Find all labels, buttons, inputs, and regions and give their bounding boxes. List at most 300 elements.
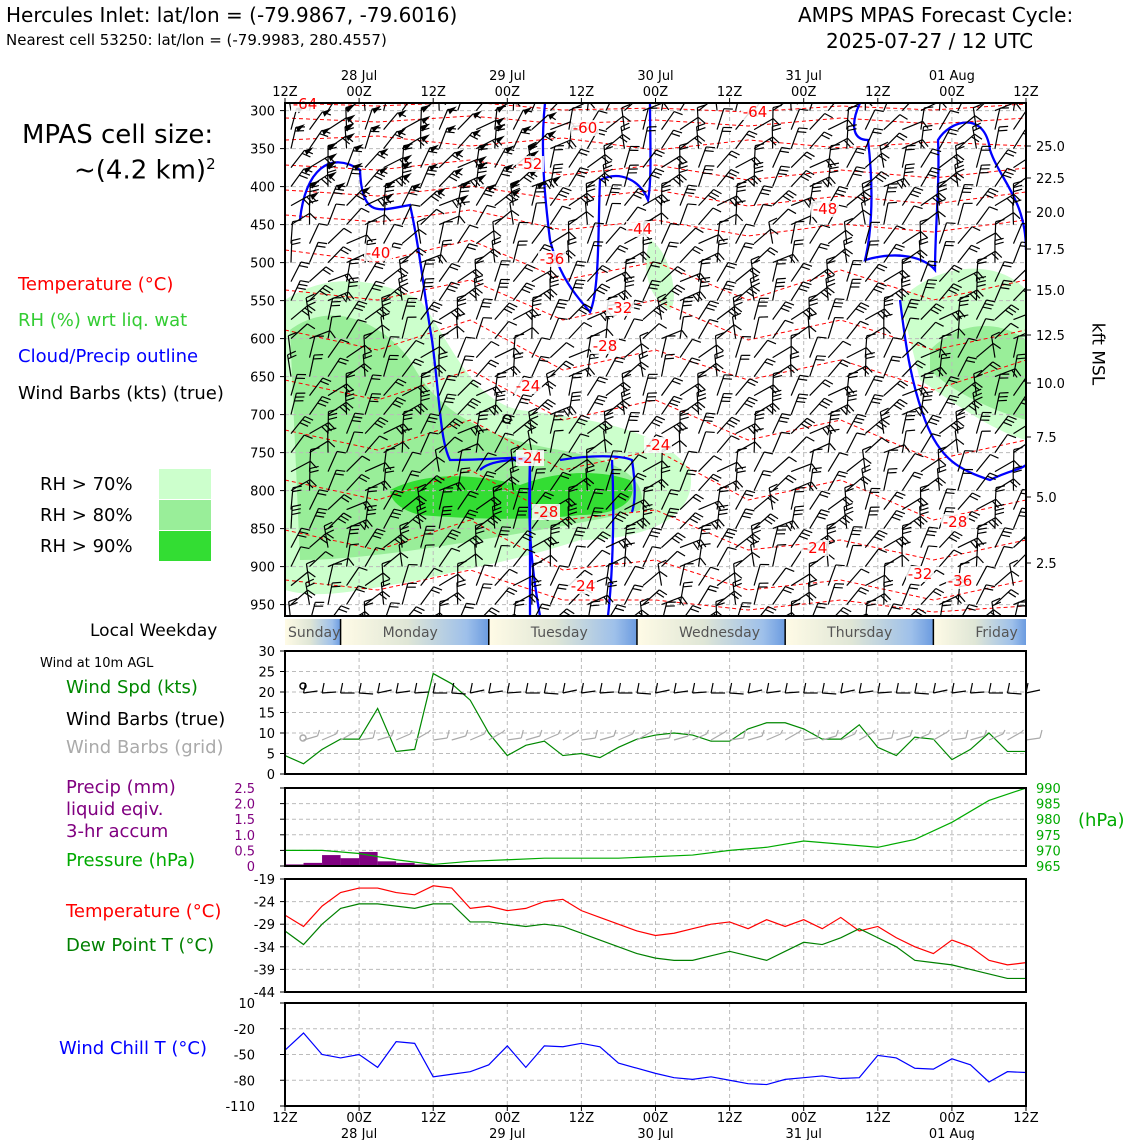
- wind-barb-flag: [726, 532, 735, 534]
- kft-tick-label: 25.0: [1036, 140, 1065, 155]
- wind-barb-flag: [957, 416, 965, 419]
- wind-barb: [328, 204, 345, 225]
- wind-barb-flag: [409, 193, 418, 195]
- temp-contour-label: -28: [592, 337, 618, 355]
- wind-barb-flag: [623, 401, 630, 406]
- wind-barb-flag: [649, 535, 658, 537]
- wind-barb-staff: [458, 203, 461, 225]
- wind-barb-flag: [621, 389, 629, 393]
- wind-barb-flag: [781, 166, 790, 167]
- wind-barb: [847, 321, 869, 338]
- wind-barb-flag: [837, 190, 846, 192]
- pressure-tick-label: 650: [250, 370, 275, 386]
- wind-barb-pennant: [314, 86, 323, 94]
- wind-barb-flag: [877, 534, 885, 538]
- top-date-label: 31 Jul: [785, 69, 822, 84]
- wind-barb-flag: [845, 511, 853, 514]
- wind-barb-staff: [439, 198, 460, 206]
- wind-barb: [699, 190, 722, 206]
- wind-barb-staff: [439, 241, 443, 263]
- wind-ytick-label: 20: [258, 686, 275, 701]
- pressure-tick-label: 750: [250, 446, 275, 462]
- wind-barb-flag: [622, 127, 630, 131]
- wind-barb-staff: [754, 186, 764, 206]
- wind-barb-staff: [606, 317, 608, 339]
- wind-barb-staff: [458, 225, 470, 243]
- wind-barb-flag: [767, 93, 775, 96]
- wind-barb-flag: [523, 395, 532, 397]
- wind-barb-staff: [865, 395, 874, 415]
- wind-barb-flag: [923, 400, 932, 401]
- surface-barb-grid-flag: [503, 730, 505, 732]
- wind-barb-staff: [421, 166, 430, 186]
- wind-barb-flag: [733, 579, 741, 582]
- wind-barb-flag: [932, 434, 941, 436]
- wind-barb: [865, 283, 886, 301]
- wind-barb-flag: [771, 495, 778, 500]
- wind-barb-flag: [299, 266, 308, 268]
- wind-barb-flag: [577, 546, 586, 547]
- wind-barb-flag: [822, 401, 830, 405]
- wind-barb-flag: [593, 512, 602, 513]
- wind-barb: [662, 224, 680, 244]
- wind-barb-flag: [1035, 316, 1044, 317]
- wind-barb: [717, 394, 732, 415]
- wind-barb-flag: [622, 397, 630, 401]
- cell-size-exponent: 2: [206, 155, 216, 173]
- wind-barb: [717, 529, 737, 548]
- wind-barb-staff: [736, 552, 753, 566]
- wind-barb-staff: [587, 223, 595, 244]
- wind-barb-flag: [584, 323, 592, 327]
- wind-barb-flag: [788, 475, 796, 480]
- surface-barb-true-flag: [563, 683, 565, 693]
- wind-barb-flag: [572, 396, 581, 397]
- temp-contour-label: -48: [812, 200, 838, 218]
- wind-barb-flag: [566, 361, 574, 366]
- wind-barb-staff: [458, 90, 465, 111]
- wind-barb-flag: [767, 359, 775, 362]
- wind-barb-flag: [1038, 474, 1047, 475]
- wind-barb-flag: [622, 393, 630, 397]
- wind-barb-staff: [902, 232, 920, 244]
- wind-barb: [847, 279, 862, 300]
- wind-barb-flag: [946, 493, 955, 494]
- wind-barb-flag: [921, 232, 928, 238]
- surface-barb-grid: [693, 730, 709, 740]
- wind-barb-flag: [690, 518, 698, 522]
- wind-barb-flag: [585, 570, 593, 575]
- wind-barb-staff: [680, 317, 683, 339]
- wind-barb-staff: [773, 545, 778, 567]
- wind-barb-flag: [825, 380, 833, 384]
- wind-barb-flag: [912, 475, 921, 478]
- wind-barb-staff: [976, 233, 995, 244]
- wind-panel-title: Wind at 10m AGL: [40, 656, 154, 671]
- wind-barb-flag: [882, 416, 890, 420]
- wind-barb-staff: [550, 188, 563, 206]
- temp-contour-label: -52: [517, 155, 543, 173]
- wind-barb-flag: [685, 193, 694, 194]
- wind-barb-flag: [764, 186, 773, 188]
- wind-barb-flag: [675, 269, 683, 274]
- wind-barb-flag: [1017, 358, 1026, 359]
- wind-barb-staff: [810, 337, 818, 358]
- wind-barb: [550, 206, 571, 224]
- wind-barb-flag: [858, 306, 866, 310]
- wind-barb-flag: [924, 126, 933, 127]
- wind-barb-staff: [439, 128, 447, 149]
- wind-barb-flag: [995, 518, 1001, 524]
- wind-barb-flag: [731, 436, 739, 440]
- wind-barb-staff: [828, 230, 846, 243]
- wind-barb-staff: [606, 382, 624, 395]
- wind-barb-flag: [864, 476, 871, 481]
- wind-barb-flag: [692, 339, 701, 342]
- wind-barb-flag: [299, 175, 307, 178]
- wind-barb: [865, 438, 889, 453]
- wind-barb-staff: [662, 224, 671, 244]
- wind-barb-staff: [699, 432, 706, 453]
- wind-barb-flag: [933, 591, 941, 595]
- wind-barb: [754, 186, 772, 206]
- pressure-tick-label: 600: [250, 332, 275, 348]
- wind-barb: [439, 574, 464, 585]
- wind-barb-flag: [616, 91, 625, 93]
- wind-barb-staff: [884, 338, 893, 358]
- wind-barb-staff: [902, 431, 906, 453]
- wind-barb-flag: [1037, 192, 1046, 193]
- wind-barb-flag: [660, 571, 667, 576]
- wind-barb: [791, 263, 812, 281]
- wind-barb-staff: [662, 156, 681, 168]
- wind-barb-flag: [668, 246, 677, 247]
- wind-barb-flag: [875, 110, 884, 112]
- wind-barb-staff: [310, 267, 326, 282]
- wind-barb: [1013, 242, 1030, 263]
- wind-barb-flag: [557, 588, 566, 589]
- wind-speed-label: Wind Spd (kts): [66, 677, 198, 698]
- wind-barb-staff: [458, 288, 476, 301]
- wind-barb-staff: [699, 545, 702, 567]
- wind-barb: [828, 120, 854, 130]
- wind-barb-staff: [736, 243, 746, 263]
- temp-contour-label: -40: [365, 244, 391, 262]
- wind-barb-flag: [786, 478, 794, 483]
- wind-barb: [715, 351, 724, 376]
- wind-barb: [1032, 297, 1045, 319]
- wind-barb-flag: [563, 364, 571, 369]
- wind-barb-flag: [1030, 598, 1035, 605]
- wind-barb: [955, 427, 963, 452]
- wind-barb-flag: [715, 351, 723, 354]
- wind-barb-flag: [367, 239, 376, 240]
- wind-barb-flag: [566, 343, 574, 348]
- wind-barb-flag: [476, 288, 483, 294]
- wind-barb-flag: [527, 265, 535, 269]
- wind-barb-flag: [884, 580, 893, 582]
- wind-barb-flag: [640, 355, 648, 359]
- wind-barb: [884, 338, 902, 358]
- wind-barb-staff: [569, 393, 572, 415]
- wind-barb: [847, 261, 862, 282]
- wind-barb-flag: [602, 266, 610, 270]
- wind-barb-flag: [820, 494, 829, 497]
- wind-barb-flag: [556, 307, 565, 308]
- wind-barb-flag: [892, 517, 900, 520]
- wind-barb-staff: [439, 308, 458, 320]
- wind-barb-staff: [550, 140, 570, 149]
- wind-barb-staff: [476, 565, 484, 586]
- wind-barb-flag: [706, 147, 715, 148]
- wind-barb-flag: [995, 508, 1004, 510]
- wind-barb-flag: [318, 242, 327, 243]
- kft-tick-label: 15.0: [1036, 284, 1065, 299]
- chill-panel-label: Wind Chill T (°C): [59, 1038, 207, 1059]
- wind-barb-staff: [680, 185, 688, 205]
- wind-barb: [476, 184, 496, 206]
- wind-barb-flag: [494, 249, 501, 254]
- wind-barb-flag: [909, 588, 918, 589]
- wind-barb: [680, 402, 705, 415]
- wind-barb-flag: [303, 199, 309, 205]
- wind-barb-flag: [693, 497, 701, 502]
- wind-barb-staff: [884, 289, 902, 301]
- wind-barb-flag: [527, 283, 535, 286]
- wind-barb-flag: [540, 608, 549, 610]
- wind-barb-flag: [620, 246, 628, 250]
- wind-barb-pennant: [496, 136, 505, 144]
- wind-barb-flag: [684, 297, 693, 298]
- wind-barb-staff: [791, 216, 811, 225]
- wind-barb-staff: [699, 413, 707, 434]
- wind-barb-flag: [550, 284, 559, 286]
- wind-barb-flag: [897, 402, 905, 407]
- wind-barb-staff: [791, 128, 799, 149]
- wind-barb-flag: [590, 357, 599, 358]
- wind-barb-staff: [495, 279, 501, 300]
- wind-barb-flag: [779, 170, 788, 171]
- top-hour-label: 00Z: [790, 85, 817, 100]
- wind-barb-flag: [772, 124, 781, 126]
- wind-barb-flag: [483, 584, 492, 585]
- wind-barb-staff: [902, 388, 923, 396]
- wind-barb-flag: [626, 543, 635, 545]
- wind-barb-flag: [1026, 378, 1034, 381]
- wind-barb: [1032, 185, 1049, 206]
- wind-barb-flag: [975, 134, 982, 139]
- wind-barb-staff: [958, 245, 972, 262]
- wind-barb-flag: [411, 205, 420, 207]
- wind-barb-staff: [310, 224, 319, 244]
- wind-barb: [939, 111, 959, 130]
- temp-contour-label: -24: [517, 449, 543, 467]
- wind-barb-flag: [698, 402, 705, 408]
- surface-barb-grid: [637, 730, 653, 740]
- surface-barb-grid: [767, 730, 783, 740]
- wind-barb-flag: [563, 409, 568, 416]
- wind-barb-flag: [840, 453, 849, 455]
- wind-barb-staff: [939, 489, 947, 510]
- wind-barb-flag: [713, 208, 721, 212]
- wind-barb: [384, 268, 409, 282]
- wind-barb: [606, 538, 632, 548]
- wind-barb: [662, 354, 675, 376]
- wind-barb-staff: [310, 112, 323, 130]
- wind-barb-flag: [1035, 301, 1044, 302]
- wind-barb: [736, 201, 746, 225]
- wind-barb-flag: [1047, 228, 1055, 232]
- wind-barb-staff: [847, 366, 866, 377]
- wind-barb-flag: [414, 610, 422, 614]
- wind-barb-flag: [846, 230, 853, 236]
- wind-barb-staff: [884, 492, 897, 510]
- wind-barb-flag: [613, 451, 622, 452]
- wind-barb: [995, 571, 1019, 585]
- surface-barb-grid-staff: [470, 734, 484, 740]
- wind-barb-staff: [902, 121, 922, 129]
- wind-barb-flag: [501, 531, 510, 532]
- wind-barb-flag: [1001, 535, 1010, 537]
- wind-barb-staff: [958, 134, 975, 148]
- wind-barb-staff: [532, 583, 533, 605]
- wind-barb-flag: [892, 356, 901, 357]
- wind-barb-staff: [939, 223, 946, 244]
- wind-barb: [606, 203, 621, 224]
- wind-barb-flag: [446, 132, 455, 133]
- wind-barb-flag: [956, 169, 964, 173]
- wind-barb-flag: [376, 281, 385, 283]
- wind-barb-staff: [773, 414, 782, 434]
- wind-barb-staff: [328, 92, 340, 111]
- cycle-date: 2025-07-27 / 12 UTC: [826, 29, 1034, 53]
- wind-barb-staff: [847, 303, 861, 320]
- wind-barb-flag: [801, 285, 810, 288]
- wind-barb-staff: [828, 120, 848, 130]
- wind-barb-flag: [849, 376, 858, 377]
- wind-barb-flag: [713, 474, 721, 478]
- pressure-label: Pressure (hPa): [66, 850, 196, 871]
- wind-barb-flag: [571, 400, 580, 401]
- wind-barb-flag: [949, 537, 957, 541]
- surface-barb-grid-flag: [651, 730, 653, 732]
- wind-barb: [847, 303, 869, 320]
- wind-barb-staff: [773, 260, 778, 281]
- wind-barb-flag: [906, 149, 915, 150]
- wind-barb-staff: [679, 431, 680, 453]
- wind-barb-flag: [695, 513, 703, 517]
- wind-barb-staff: [828, 249, 845, 263]
- temp-contour-label: -36: [947, 572, 973, 590]
- wind-barb-staff: [699, 320, 710, 339]
- wind-barb-flag: [662, 213, 669, 219]
- wind-barb-staff: [865, 507, 870, 528]
- wind-barb-staff: [1013, 203, 1014, 225]
- wind-barb-flag: [464, 360, 473, 361]
- cell-size-title: MPAS cell size:: [22, 120, 214, 150]
- wind-barb-flag: [929, 422, 938, 425]
- legend-rh: RH (%) wrt liq. wat: [18, 310, 188, 331]
- wind-barb-flag: [1035, 582, 1044, 583]
- wind-barb: [884, 555, 909, 567]
- wind-barb-staff: [291, 195, 310, 206]
- wind-barb-staff: [717, 127, 723, 148]
- wind-barb-staff: [865, 488, 871, 509]
- wind-barb-flag: [470, 225, 479, 228]
- wind-barb-flag: [718, 519, 724, 526]
- wind-barb-flag: [831, 145, 840, 146]
- wind-barb: [291, 262, 310, 282]
- wind-barb-flag: [1041, 361, 1050, 363]
- wind-barb-flag: [458, 593, 465, 599]
- pressure-tick-label: 550: [250, 294, 275, 310]
- wind-barb-flag: [801, 267, 810, 270]
- wind-barb: [884, 537, 909, 548]
- wind-barb-flag: [928, 531, 937, 532]
- wind-barb-flag: [1047, 404, 1054, 410]
- wind-barb: [439, 240, 452, 262]
- wind-barb-flag: [1049, 275, 1055, 282]
- wind-barb-flag: [688, 185, 697, 186]
- wind-barb-flag: [504, 309, 512, 313]
- wind-barb: [1032, 605, 1053, 623]
- wind-barb-flag: [956, 173, 963, 178]
- wind-barb-flag: [299, 284, 308, 286]
- wind-barb-flag: [1023, 133, 1032, 136]
- temp-contour-label: -24: [802, 539, 828, 557]
- wind-barb-flag: [484, 565, 493, 566]
- wind-barb-flag: [1029, 158, 1036, 164]
- wind-barb-flag: [1045, 542, 1050, 549]
- wind-barb: [773, 209, 796, 225]
- wind-barb-flag: [609, 563, 618, 564]
- wind-barb-flag: [871, 402, 880, 404]
- wind-barb-staff: [513, 283, 526, 301]
- wind-barb-flag: [775, 286, 784, 287]
- wind-barb-flag: [794, 510, 803, 511]
- surface-barb-true: [674, 683, 688, 693]
- wind-barb-flag: [866, 357, 875, 359]
- wind-barb: [606, 116, 631, 130]
- wind-barb-flag: [587, 193, 594, 199]
- wind-barb-flag: [968, 91, 977, 93]
- wind-barb-flag: [729, 154, 737, 158]
- wind-barb-flag: [332, 582, 341, 583]
- wind-barb-flag: [735, 306, 742, 312]
- wind-barb: [828, 341, 851, 357]
- wind-barb: [847, 476, 871, 490]
- wind-barb-flag: [589, 368, 595, 375]
- wind-barb-flag: [323, 270, 331, 275]
- wind-barb-flag: [822, 491, 831, 494]
- wind-barb-staff: [717, 375, 724, 396]
- wind-barb-staff: [773, 457, 789, 472]
- wind-barb-flag: [917, 95, 925, 99]
- wind-barb-flag: [599, 287, 607, 291]
- wind-barb-flag: [812, 191, 821, 192]
- wind-barb-flag: [928, 280, 937, 281]
- wind-barb: [643, 416, 665, 433]
- wind-barb: [310, 242, 328, 262]
- wind-barb-flag: [310, 190, 319, 192]
- wind-barb-flag: [918, 609, 926, 614]
- wind-barb-flag: [714, 190, 722, 194]
- wind-barb: [717, 170, 739, 187]
- wind-barb: [976, 518, 1001, 529]
- wind-barb-staff: [828, 318, 834, 339]
- wind-barb-flag: [925, 373, 934, 374]
- wind-barb-flag: [735, 573, 742, 579]
